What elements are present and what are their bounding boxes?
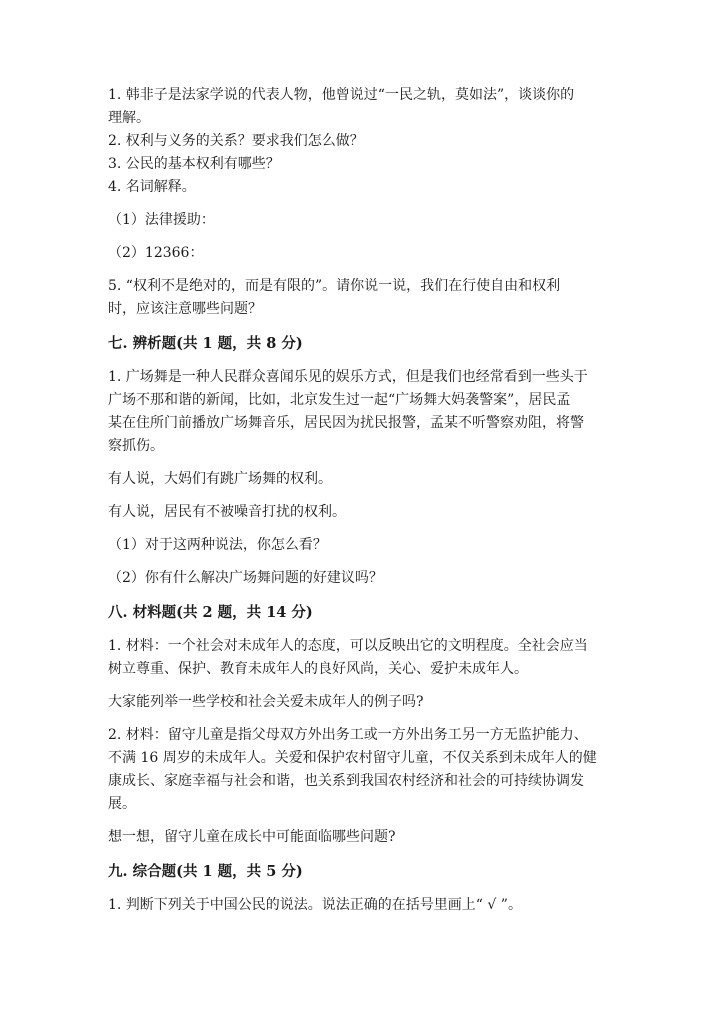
viewpoint-b: 有人说，居民有不被噪音打扰的权利。 (108, 504, 346, 520)
question-7-1-part-1: （1）对于这两种说法，你怎么看？ (108, 537, 327, 553)
question-7-1-part-2: （2）你有什么解决广场舞问题的好建议吗？ (108, 570, 383, 586)
question-6-3: 3. 公民的基本权利有哪些？ (108, 156, 280, 172)
text-line: 广场不那和谐的新闻，比如，北京发生过一起“广场舞大妈袭警案”，居民孟 (108, 392, 571, 408)
exam-page (108, 84, 613, 917)
question-6-5 (108, 275, 613, 321)
question-8-2-ask: 想一想，留守儿童在成长中可能面临哪些问题? (108, 829, 396, 845)
section-heading-9: 九. 综合题(共 1 题，共 5 分) (108, 863, 303, 880)
text-line: 1. 广场舞是一种人民群众喜闻乐见的娱乐方式，但是我们也经常看到一些头于 (108, 369, 588, 385)
text-line: 某在住所门前播放广场舞音乐，居民因为扰民报警，孟某不听警察劝阻，将警 (108, 415, 584, 431)
text-line: 展。 (108, 796, 136, 812)
text-line: 1. 韩非子是法家学说的代表人物，他曾说过“一民之轨，莫如法”，谈谈你的 (108, 87, 575, 103)
text-line: 1. 材料：一个社会对未成年人的态度，可以反映出它的文明程度。全社会应当 (108, 638, 588, 654)
question-6-4-part-2: （2）12366： (108, 245, 204, 261)
text-line: 树立尊重、保护、教育未成年人的良好风尚，关心、爱护未成年人。 (108, 661, 528, 677)
question-6-4-part-1: （1）法律援助： (108, 212, 215, 228)
section-heading-7: 七. 辨析题(共 1 题，共 8 分) (108, 335, 303, 352)
text-line: 理解。 (108, 110, 150, 126)
text-line: 察抓伤。 (108, 438, 164, 454)
question-8-1-ask: 大家能列举一些学校和社会关爱未成年人的例子吗? (108, 694, 424, 710)
question-6-1 (108, 84, 613, 130)
text-line: 不满 16 周岁的未成年人。关爱和保护农村留守儿童，不仅关系到未成年人的健 (108, 750, 597, 766)
text-line: 2. 材料：留守儿童是指父母双方外出务工或一方外出务工另一方无监护能力、 (108, 727, 588, 743)
question-6-4: 4. 名词解释。 (108, 179, 196, 195)
question-7-1 (108, 366, 613, 458)
question-9-1: 1. 判断下列关于中国公民的说法。说法正确的在括号里画上“ √ ”。 (108, 897, 522, 913)
question-8-2 (108, 724, 613, 816)
question-8-1 (108, 635, 613, 681)
question-6-2: 2. 权利与义务的关系？要求我们怎么做？ (108, 133, 364, 149)
text-line: 时，应该注意哪些问题？ (108, 301, 262, 317)
text-line: 5. “权利不是绝对的，而是有限的”。请你说一说，我们在行使自由和权利 (108, 278, 561, 294)
viewpoint-a: 有人说，大妈们有跳广场舞的权利。 (108, 471, 332, 487)
text-line: 康成长、家庭幸福与社会和谐，也关系到我国农村经济和社会的可持续协调发 (108, 773, 584, 789)
section-heading-8: 八. 材料题(共 2 题，共 14 分) (108, 604, 313, 621)
